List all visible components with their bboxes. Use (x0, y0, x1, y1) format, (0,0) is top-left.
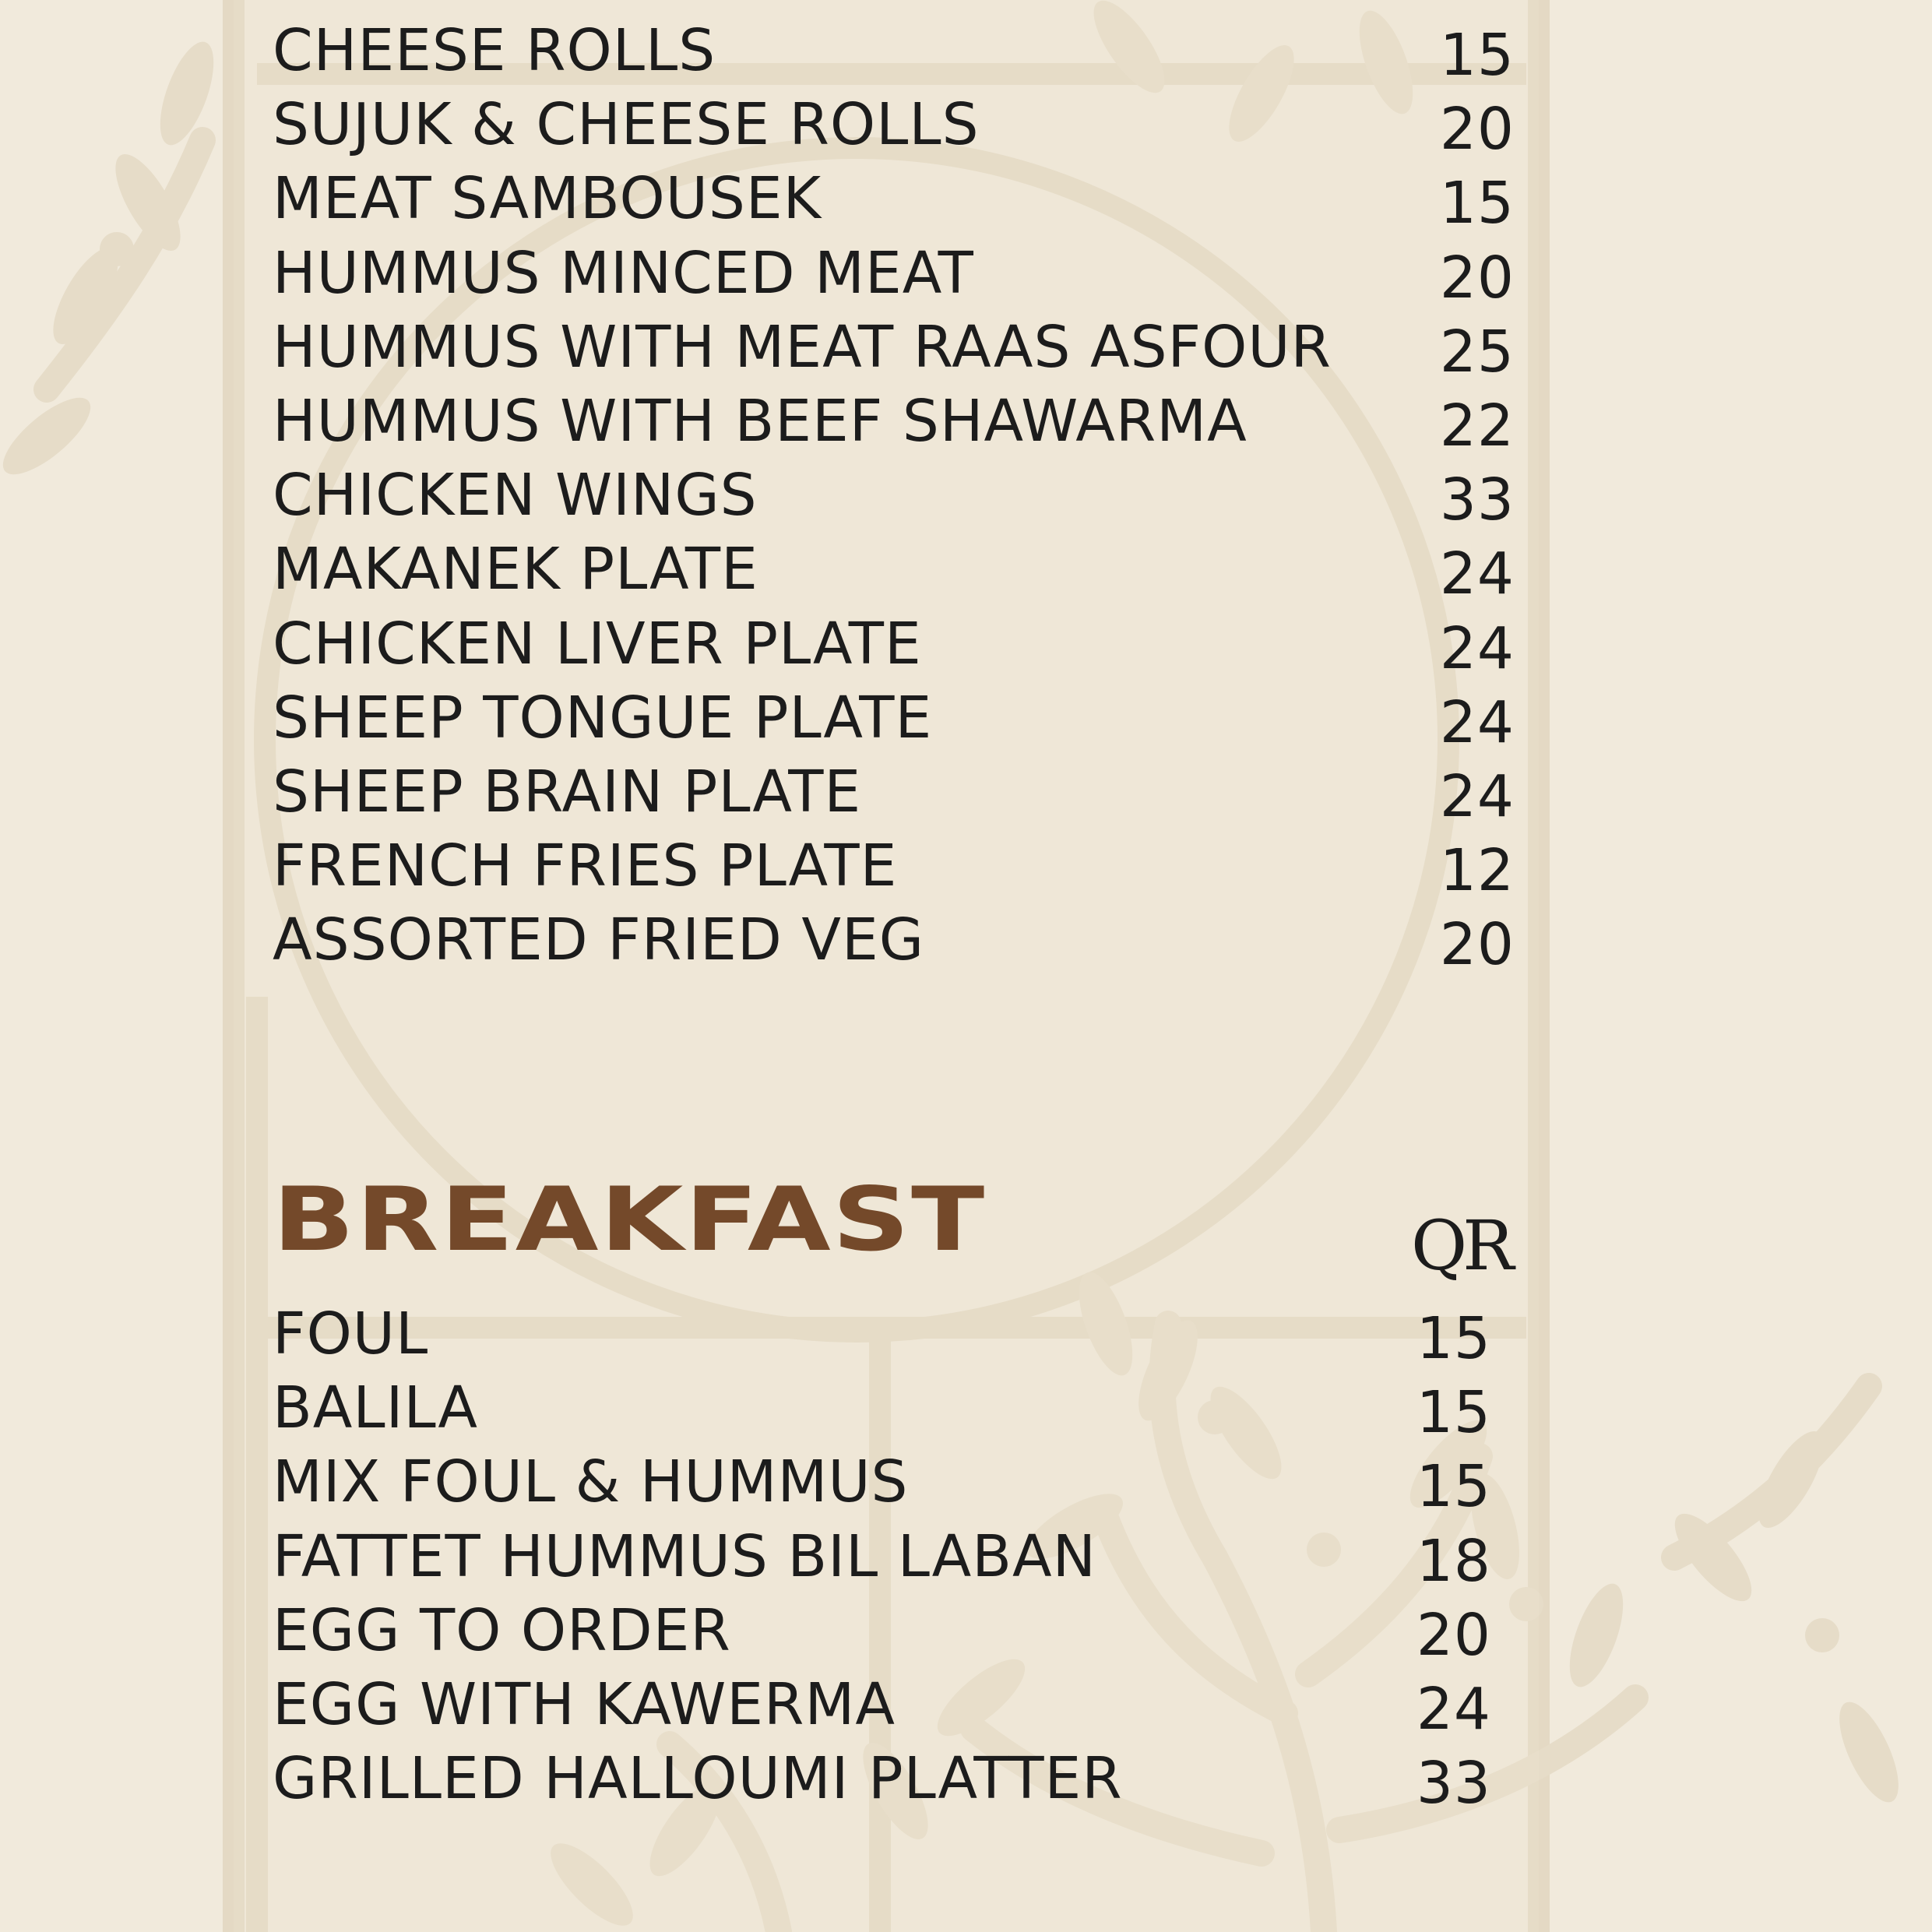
menu-item (273, 903, 1519, 977)
item-price: 24 (1439, 540, 1515, 608)
item-price: 33 (1416, 1750, 1491, 1818)
menu-item (273, 162, 1519, 236)
item-price: 24 (1439, 614, 1515, 682)
item-name: EGG TO ORDER (273, 1596, 731, 1664)
item-name: MAKANEK PLATE (273, 536, 758, 604)
item-price: 24 (1439, 688, 1515, 756)
item-name: GRILLED HALLOUMI PLATTER (273, 1745, 1123, 1813)
menu-item (273, 1371, 1519, 1445)
menu-item (273, 88, 1519, 162)
item-price: 22 (1439, 392, 1515, 459)
breakfast-list (273, 1297, 1519, 1816)
menu-item (273, 829, 1519, 903)
item-price: 15 (1416, 1305, 1491, 1372)
menu-item (273, 1742, 1519, 1816)
item-price: 20 (1416, 1601, 1491, 1669)
menu-item (273, 385, 1519, 459)
menu-item (273, 1594, 1519, 1668)
item-name: HUMMUS MINCED MEAT (273, 239, 974, 307)
menu-item (273, 607, 1519, 681)
item-name: SHEEP TONGUE PLATE (273, 684, 933, 751)
item-name: SUJUK & CHEESE ROLLS (273, 91, 980, 159)
menu-item (273, 681, 1519, 755)
item-name: FATTET HUMMUS BIL LABAN (273, 1522, 1097, 1590)
item-name: HUMMUS WITH BEEF SHAWARMA (273, 387, 1248, 455)
menu-item (273, 533, 1519, 607)
menu-item (273, 1520, 1519, 1594)
item-price: 20 (1439, 911, 1515, 979)
appetizer-list (273, 14, 1519, 977)
item-name: BALILA (273, 1374, 478, 1442)
item-name: FRENCH FRIES PLATE (273, 832, 898, 900)
menu-item (273, 459, 1519, 533)
menu-item (273, 1297, 1519, 1371)
item-name: HUMMUS WITH MEAT RAAS ASFOUR (273, 313, 1332, 381)
item-price: 25 (1439, 318, 1515, 385)
menu-item (273, 1445, 1519, 1519)
item-price: 20 (1439, 96, 1515, 164)
item-price: 24 (1416, 1675, 1491, 1743)
item-price: 15 (1439, 170, 1515, 238)
item-name: MEAT SAMBOUSEK (273, 165, 822, 233)
item-price: 15 (1416, 1453, 1491, 1521)
item-price: 18 (1416, 1527, 1491, 1595)
menu-item (273, 755, 1519, 829)
item-name: SHEEP BRAIN PLATE (273, 758, 862, 825)
item-name: CHICKEN LIVER PLATE (273, 610, 922, 677)
menu-item (273, 14, 1519, 88)
currency-label: QR (1411, 1205, 1510, 1286)
item-name: CHEESE ROLLS (273, 17, 716, 84)
item-name: CHICKEN WINGS (273, 462, 758, 530)
item-name: MIX FOUL & HUMMUS (273, 1448, 909, 1516)
menu-item (273, 1668, 1519, 1742)
item-name: ASSORTED FRIED VEG (273, 906, 925, 974)
item-name: EGG WITH KAWERMA (273, 1670, 896, 1738)
item-price: 15 (1416, 1379, 1491, 1447)
section-title-breakfast: BREAKFAST (273, 1168, 987, 1272)
item-price: 15 (1439, 22, 1515, 89)
menu-item (273, 237, 1519, 311)
item-price: 12 (1439, 837, 1515, 905)
menu-item (273, 311, 1519, 385)
item-price: 20 (1439, 244, 1515, 311)
item-name: FOUL (273, 1300, 429, 1367)
item-price: 24 (1439, 762, 1515, 830)
item-price: 33 (1439, 466, 1515, 534)
